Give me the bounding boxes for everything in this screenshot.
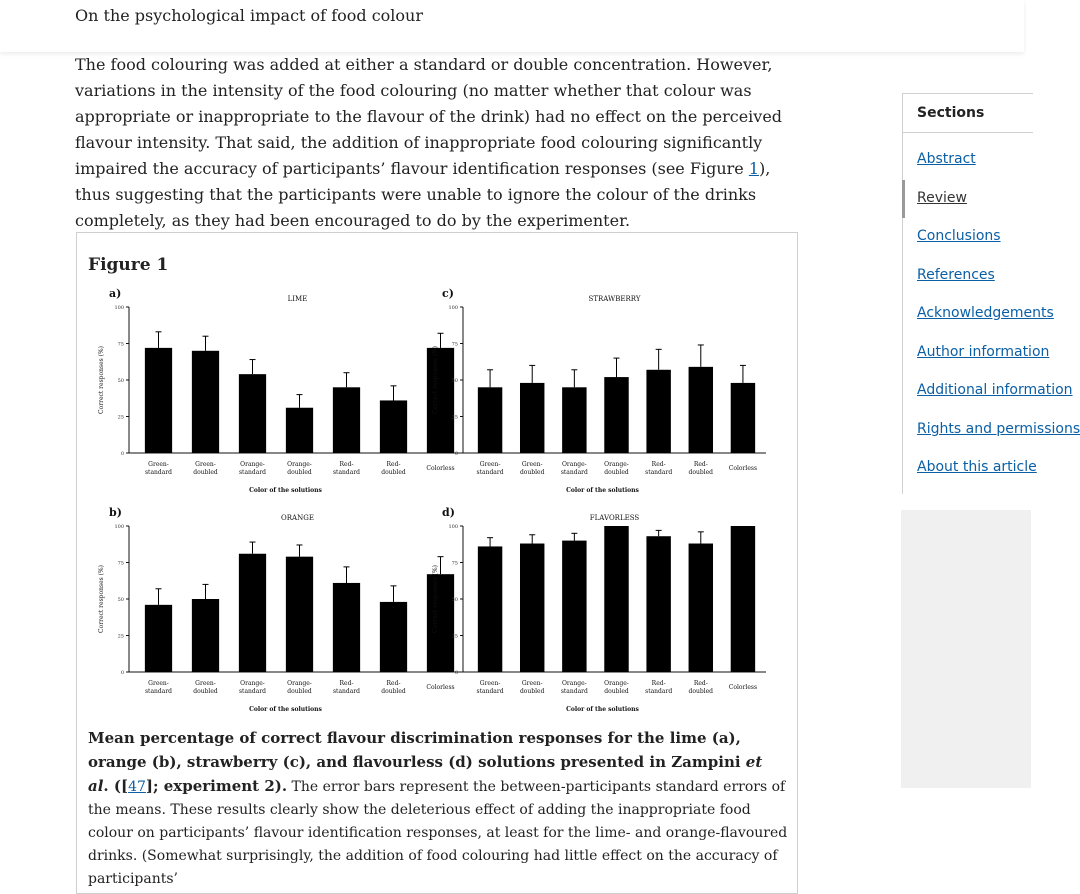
chart-strawberry-x-tick-label: standard (645, 469, 673, 476)
chart-flavorless-x-tick-label: standard (476, 688, 504, 695)
sections-divider (903, 132, 1033, 133)
sidebar-item-references[interactable]: References (917, 267, 995, 283)
chart-orange-x-tick-label: doubled (381, 688, 406, 695)
chart-orange-bar (286, 557, 313, 672)
chart-strawberry-bar (604, 377, 628, 453)
caption-bold-end: ]; experiment 2). (145, 777, 288, 795)
chart-orange-panel-label: b) (109, 506, 122, 519)
figure-1-charts (77, 233, 797, 723)
chart-strawberry-x-tick-label: Orange- (604, 461, 629, 468)
chart-orange-x-tick-label: Orange- (287, 680, 312, 687)
chart-orange-bar (427, 574, 454, 672)
chart-flavorless-title: FLAVORLESS (589, 514, 640, 522)
chart-flavorless-y-tick-label: 0 (454, 670, 458, 676)
chart-flavorless-x-tick-label: Red- (651, 680, 666, 687)
chart-strawberry-x-tick-label: doubled (688, 469, 714, 476)
chart-lime-x-tick-label: doubled (381, 469, 406, 476)
chart-strawberry-x-tick-label: standard (476, 469, 504, 476)
chart-lime-x-tick-label: Red- (339, 461, 354, 468)
chart-lime-x-tick-label: Red- (386, 461, 401, 468)
chart-flavorless-x-tick-label: standard (560, 688, 588, 695)
chart-strawberry-bar (562, 387, 586, 453)
chart-orange-bar (192, 599, 219, 672)
sidebar-item-conclusions[interactable]: Conclusions (917, 228, 1001, 244)
chart-flavorless-bar (478, 546, 502, 672)
chart-flavorless-panel-label: d) (442, 506, 455, 519)
caption-et-al: et al (88, 753, 763, 795)
figure-1-link[interactable]: 1 (748, 159, 760, 178)
chart-orange-x-tick-label: standard (144, 688, 173, 695)
sidebar-item-about-this-article[interactable]: About this article (917, 459, 1037, 475)
chart-flavorless-bar (646, 536, 670, 672)
chart-strawberry-bar (689, 367, 713, 453)
figure-1 (76, 232, 798, 894)
chart-strawberry-bar (646, 370, 670, 453)
sidebar-item-review[interactable]: Review (917, 190, 967, 206)
chart-lime-bar (380, 400, 407, 453)
chart-orange-x-tick-label: standard (332, 688, 361, 695)
chart-orange-x-tick-label: doubled (287, 688, 312, 695)
chart-flavorless-x-tick-label: doubled (688, 688, 714, 695)
chart-orange-y-tick-label: 50 (117, 597, 124, 603)
chart-orange-y-tick-label: 0 (120, 670, 124, 676)
paragraph-text-before: The food colouring was added at either a standard or double concentration. However, variations in the intensity of the food colouring (no matter whether that colour was appropriate or inappropriate to the flavour of the drink) had no effect on the perceived flavour intensity. That said, the addition of inappropriate food colouring significantly impaired the accuracy of participants’ flavour identification responses (see Figure (75, 55, 783, 178)
chart-flavorless-bar (562, 541, 586, 672)
chart-orange-x-tick-label: Colorless (426, 684, 455, 691)
chart-lime-y-axis-label: Correct responses (%) (98, 346, 105, 414)
chart-strawberry-panel-label: c) (442, 287, 454, 300)
chart-flavorless-bar (731, 526, 755, 672)
chart-lime-x-tick-label: doubled (193, 469, 218, 476)
sidebar-item-additional-information[interactable]: Additional information (917, 382, 1073, 398)
chart-flavorless-x-tick-label: doubled (519, 688, 545, 695)
chart-strawberry-y-tick-label: 100 (448, 305, 458, 311)
chart-flavorless-x-tick-label: Green- (479, 680, 501, 687)
sidebar-item-author-information[interactable]: Author information (917, 344, 1050, 360)
chart-orange-y-tick-label: 100 (114, 524, 124, 530)
caption-text: The error bars represent the between-participants standard errors of the means. These results clearly show the deleterious effect of adding the inappropriate food colour on participants’ flavour identification responses, at least for the lime- and orange-flavoured drinks. (Somewhat surprisingly, the addition of food colouring had little effect on the accuracy of participants’ (88, 779, 788, 887)
chart-lime-bar (145, 348, 172, 453)
chart-lime-bar (192, 351, 219, 453)
chart-flavorless-x-tick-label: Colorless (728, 684, 758, 691)
chart-orange-bar (333, 583, 360, 672)
reference-47-link[interactable]: 47 (128, 779, 146, 795)
caption-bold-text: Mean percentage of correct flavour discrimination responses for the lime (a), orange (b), strawberry (c), and flavourless (d) solutions presented in Zampini (88, 729, 746, 771)
chart-strawberry-x-tick-label: Green- (479, 461, 501, 468)
chart-orange-bar (380, 602, 407, 672)
sidebar-ad-panel (901, 510, 1031, 788)
chart-lime-y-tick-label: 25 (117, 414, 124, 421)
chart-lime-panel-label: a) (109, 287, 122, 300)
chart-strawberry-x-tick-label: doubled (519, 469, 545, 476)
chart-flavorless-x-tick-label: doubled (604, 688, 629, 695)
chart-strawberry-x-tick-label: doubled (604, 469, 629, 476)
chart-orange-title: ORANGE (281, 514, 314, 522)
chart-lime-x-tick-label: doubled (287, 469, 312, 476)
chart-orange-x-tick-label: Red- (339, 680, 354, 687)
chart-lime-bar (427, 348, 454, 453)
chart-flavorless-bar (689, 544, 713, 672)
chart-lime-x-tick-label: standard (332, 469, 361, 476)
chart-orange-x-tick-label: Red- (386, 680, 401, 687)
chart-strawberry-x-axis-label: Color of the solutions (566, 487, 639, 494)
chart-strawberry-bar (520, 383, 544, 453)
chart-orange-bar (239, 554, 266, 672)
chart-strawberry-y-tick-label: 50 (451, 378, 458, 384)
chart-strawberry-bar (731, 383, 755, 453)
sidebar-item-abstract[interactable]: Abstract (917, 151, 976, 167)
chart-lime-x-tick-label: Orange- (240, 461, 265, 468)
chart-strawberry-y-tick-label: 25 (451, 414, 458, 421)
article-body (75, 52, 797, 234)
chart-lime-x-axis-label: Color of the solutions (249, 487, 322, 494)
chart-strawberry-x-tick-label: Red- (693, 461, 708, 468)
chart-flavorless-y-axis-label: Correct responses (%) (432, 565, 439, 633)
paragraph-text-after: ), thus suggesting that the participants were unable to ignore the colour of the drinks completely, as they had been encouraged to do by the experimenter. (75, 159, 771, 230)
chart-strawberry-x-tick-label: Colorless (728, 465, 758, 472)
chart-lime-x-tick-label: standard (144, 469, 173, 476)
chart-lime-y-tick-label: 50 (117, 378, 124, 384)
chart-orange-x-tick-label: Green- (148, 680, 169, 687)
chart-orange-x-axis-label: Color of the solutions (249, 706, 322, 713)
chart-lime-x-tick-label: Green- (148, 461, 169, 468)
chart-lime-bar (286, 408, 313, 453)
chart-lime-bar (333, 387, 360, 453)
top-bar (0, 0, 1024, 52)
chart-lime-y-tick-label: 75 (117, 341, 124, 348)
chart-flavorless-x-tick-label: Green- (521, 680, 543, 687)
chart-strawberry-y-tick-label: 0 (454, 451, 458, 457)
chart-orange-y-tick-label: 25 (117, 633, 124, 640)
chart-orange-x-tick-label: standard (238, 688, 267, 695)
figure-title: Figure 1 (88, 255, 169, 275)
chart-flavorless-bar (604, 526, 628, 672)
chart-flavorless-y-tick-label: 25 (451, 633, 458, 640)
chart-flavorless-x-tick-label: standard (645, 688, 673, 695)
chart-lime-title: LIME (287, 295, 308, 303)
chart-flavorless-y-tick-label: 75 (451, 560, 458, 567)
chart-orange-x-tick-label: doubled (193, 688, 218, 695)
sections-heading: Sections (917, 105, 985, 121)
body-paragraph (75, 52, 797, 234)
chart-flavorless-x-tick-label: Red- (693, 680, 708, 687)
chart-orange-x-tick-label: Green- (195, 680, 216, 687)
sidebar-item-rights-and-permissions[interactable]: Rights and permissions (917, 421, 1080, 437)
chart-lime-bar (239, 374, 266, 453)
chart-orange-x-tick-label: Orange- (240, 680, 265, 687)
chart-strawberry-x-tick-label: Red- (651, 461, 666, 468)
chart-flavorless-x-tick-label: Orange- (604, 680, 629, 687)
caption-bold-mid: . ([ (103, 777, 129, 795)
chart-flavorless-bar (520, 544, 544, 672)
chart-lime-y-tick-label: 0 (120, 451, 124, 457)
chart-strawberry-x-tick-label: Orange- (562, 461, 587, 468)
chart-strawberry-title: STRAWBERRY (588, 295, 641, 303)
chart-lime-x-tick-label: Colorless (426, 465, 455, 472)
sections-sidebar (902, 93, 1080, 494)
chart-lime-x-tick-label: Orange- (287, 461, 312, 468)
chart-strawberry-x-tick-label: standard (560, 469, 588, 476)
chart-strawberry-bar (478, 387, 502, 453)
chart-flavorless-x-tick-label: Orange- (562, 680, 587, 687)
active-section-indicator (902, 180, 905, 218)
chart-lime-x-tick-label: standard (238, 469, 267, 476)
chart-flavorless-x-axis-label: Color of the solutions (566, 706, 639, 713)
chart-lime-y-tick-label: 100 (114, 305, 124, 311)
chart-lime-x-tick-label: Green- (195, 461, 216, 468)
sidebar-item-acknowledgements[interactable]: Acknowledgements (917, 305, 1054, 321)
chart-flavorless-y-tick-label: 50 (451, 597, 458, 603)
figure-caption (88, 727, 788, 891)
chart-strawberry-y-tick-label: 75 (451, 341, 458, 348)
chart-strawberry-x-tick-label: Green- (521, 461, 543, 468)
article-title: On the psychological impact of food colour (75, 6, 423, 25)
chart-flavorless-y-tick-label: 100 (448, 524, 458, 530)
chart-orange-y-axis-label: Correct responses (%) (98, 565, 105, 633)
chart-orange-bar (145, 605, 172, 672)
chart-strawberry-y-axis-label: Correct responses (%) (432, 346, 439, 414)
chart-orange-y-tick-label: 75 (117, 560, 124, 567)
